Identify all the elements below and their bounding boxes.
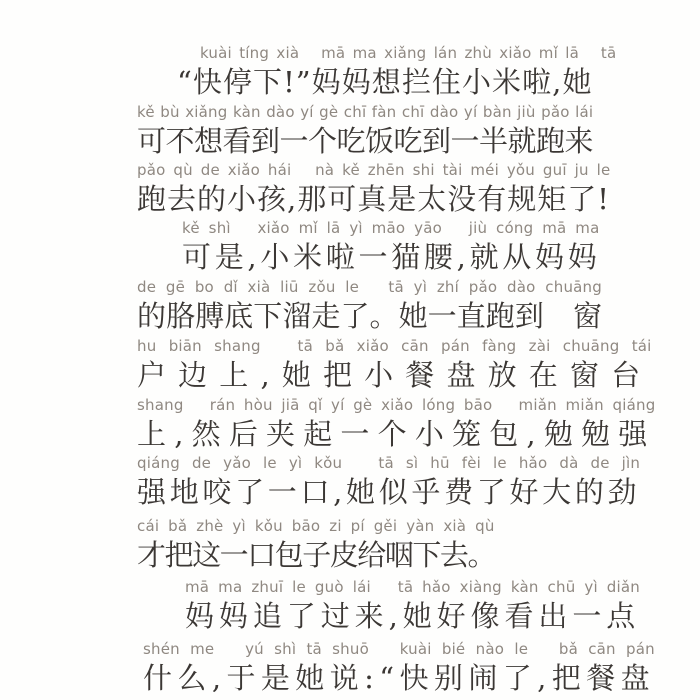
hanzi-line: 妈妈追了过来,她好像看出一点 [185, 599, 641, 633]
pinyin-line: cái bǎ zhè yì kǒu bāo zi pí gěi yàn xià qù [137, 517, 495, 535]
text-line-pair-11 [143, 640, 655, 697]
text-line-pair-4 [182, 219, 600, 276]
hanzi-line: 跑去的小孩,那可真是太没有规矩了! [137, 182, 610, 216]
pinyin-line: kě bù xiǎng kàn dào yí gè chī fàn chī dào yí bàn jiù pǎo lái [137, 103, 594, 121]
hanzi-line: 可不想看到一个吃饭吃到一半就跑来 [137, 124, 594, 158]
text-line-pair-5 [137, 278, 602, 335]
text-line-pair-1 [177, 44, 617, 101]
pinyin-line: pǎo qù de xiǎo hái nà kě zhēn shi tài méi yǒu guī ju le [137, 161, 611, 179]
pinyin-line: kuài tíng xià mā ma xiǎng lán zhù xiǎo mǐ lā tā [200, 44, 617, 62]
text-line-pair-10 [185, 578, 640, 635]
hanzi-line: 强地咬了一口,她似乎费了好大的劲 [137, 475, 641, 509]
pinyin-line: kě shì xiǎo mǐ lā yì māo yāo jiù cóng mā ma [182, 219, 600, 237]
hanzi-line: 户边上,她把小餐盘放在窗台 [137, 358, 653, 392]
pinyin-line: mā ma zhuī le guò lái tā hǎo xiàng kàn chū yì diǎn [185, 578, 640, 596]
hanzi-line: 什么,于是她说:“快别闹了,把餐盘 [143, 661, 656, 695]
text-line-pair-6 [137, 337, 652, 394]
text-line-pair-9 [137, 517, 495, 574]
pinyin-line: shang rán hòu jiā qǐ yí gè xiǎo lóng bāo miǎn miǎn qiáng [137, 396, 656, 414]
text-line-pair-8 [137, 454, 640, 511]
hanzi-line: 上,然后夹起一个小笼包,勉勉强 [137, 417, 656, 451]
text-line-pair-3 [137, 161, 610, 218]
hanzi-line: 才把这一口包子皮给咽下去。 [137, 538, 496, 572]
pinyin-line: shén me yú shì tā shuō kuài bié nào le bǎ cān pán [143, 640, 655, 658]
hanzi-line: “快停下!”妈妈想拦住小米啦,她 [177, 65, 593, 99]
text-line-pair-7 [137, 396, 655, 453]
hanzi-line: 可是,小米啦一猫腰,就从妈妈 [182, 240, 601, 274]
pinyin-line: de gē bo dǐ xià liū zǒu le tā yì zhí pǎo dào chuāng [137, 278, 602, 296]
text-line-pair-2 [137, 103, 593, 160]
hanzi-line: 的胳膊底下溜走了。她一直跑到 窗 [137, 299, 603, 333]
pinyin-line: qiáng de yǎo le yì kǒu tā sì hū fèi le hǎo dà de jìn [137, 454, 641, 472]
pinyin-line: hu biān shang tā bǎ xiǎo cān pán fàng zài chuāng tái [137, 337, 652, 355]
